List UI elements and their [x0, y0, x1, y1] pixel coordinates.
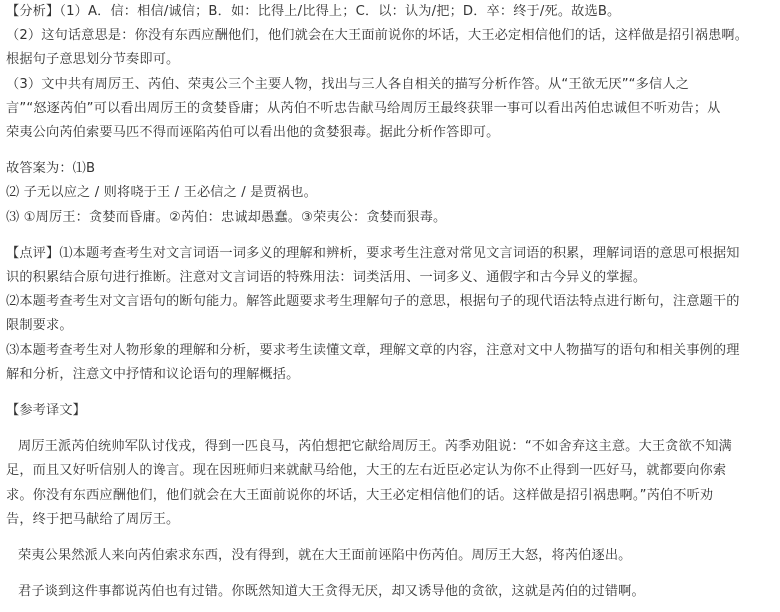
analysis-line: 根据句子意思划分节奏即可。: [6, 52, 180, 68]
analysis-line: （2）这句话意思是：你没有东西应酬他们，他们就会在大王面前说你的坏话，大王必定相信他们的话，这样做是招引祸患啊。: [6, 28, 749, 44]
analysis-section: [6, 0, 774, 145]
translation-line: 求。你没有东西应酬他们，他们就会在大王面前说你的坏话，大王必定相信他们的话。这样做是招引祸患啊。”芮伯不听劝: [6, 487, 714, 503]
answer-line: 故答案为：⑴B: [6, 161, 96, 177]
spacer: [6, 230, 774, 242]
translation-section: [6, 399, 774, 604]
spacer: [6, 145, 774, 157]
answer-line: ⑶ ①周厉王：贪婪而昏庸。②芮伯：忠诚却愚蠢。③荣夷公：贪婪而狠毒。: [6, 209, 447, 225]
analysis-line: 荣夷公向芮伯索要马匹不得而诬陷芮伯可以看出他的贪婪狠毒。据此分析作答即可。: [6, 125, 500, 141]
analysis-line: 言”“怒逐芮伯”可以看出周厉王的贪婪昏庸；从芮伯不听忠告献马给周厉王最终获罪一事可以看出芮伯忠诚但不听劝告；从: [6, 100, 721, 116]
comment-line: 解和分析，注意文中抒情和议论语句的理解概括。: [6, 366, 300, 382]
comment-section: [6, 242, 774, 387]
translation-line: 足，而且又好听信别人的谗言。现在因班师归来就献马给他，大王的左右近臣必定认为你不止得到一匹好马，就都要向你索: [6, 463, 727, 479]
translation-line: 君子谈到这件事都说芮伯也有过错。你既然知道大王贪得无厌，却又诱导他的贪欲，这就是芮伯的过错啊。: [18, 584, 645, 600]
translation-heading: 【参考译文】: [6, 403, 87, 419]
analysis-line: 【分析】（1）A．信：相信/诚信；B．如：比得上/比得上；C．以：认为/把；D．卒：终于/死。故选B。: [6, 4, 621, 19]
answer-section: [6, 157, 774, 230]
spacer: [6, 568, 774, 580]
analysis-line: （3）文中共有周厉王、芮伯、荣夷公三个主要人物，找出与三人各自相关的描写分析作答。从“王欲无厌”“多信人之: [6, 76, 690, 92]
answer-line: ⑵ 子无以应之 / 则将哓于王 / 王必信之 / 是贾祸也。: [6, 185, 317, 201]
comment-line: 【点评】⑴本题考查考生对文言词语一词多义的理解和辨析，要求考生注意对常见文言词语的积累，理解词语的意思可根据知: [6, 245, 740, 261]
translation-line: 周厉王派芮伯统帅军队讨伐戎，得到一匹良马，芮伯想把它献给周厉王。芮季劝阻说：“不如舍弃这主意。大王贪欲不知满: [18, 439, 732, 455]
comment-line: 限制要求。: [6, 318, 73, 334]
translation-line: 告，终于把马献给了周厉王。: [6, 511, 180, 527]
spacer: [6, 387, 774, 399]
comment-line: ⑵本题考查考生对文言语句的断句能力。解答此题要求考生理解句子的意思，根据句子的现代语法特点进行断句，注意题干的: [6, 294, 740, 310]
spacer: [6, 423, 774, 435]
comment-line: ⑶本题考查考生对人物形象的理解和分析，要求考生读懂文章，理解文章的内容，注意对文中人物描写的语句和相关事例的理: [6, 342, 740, 358]
comment-line: 识的积累结合原句进行推断。注意对文言词语的特殊用法：词类活用、一词多义、通假字和古今异义的掌握。: [6, 270, 647, 286]
translation-line: 荣夷公果然派人来向芮伯索求东西，没有得到，就在大王面前诬陷中伤芮伯。周厉王大怒，将芮伯逐出。: [18, 548, 632, 564]
spacer: [6, 532, 774, 544]
